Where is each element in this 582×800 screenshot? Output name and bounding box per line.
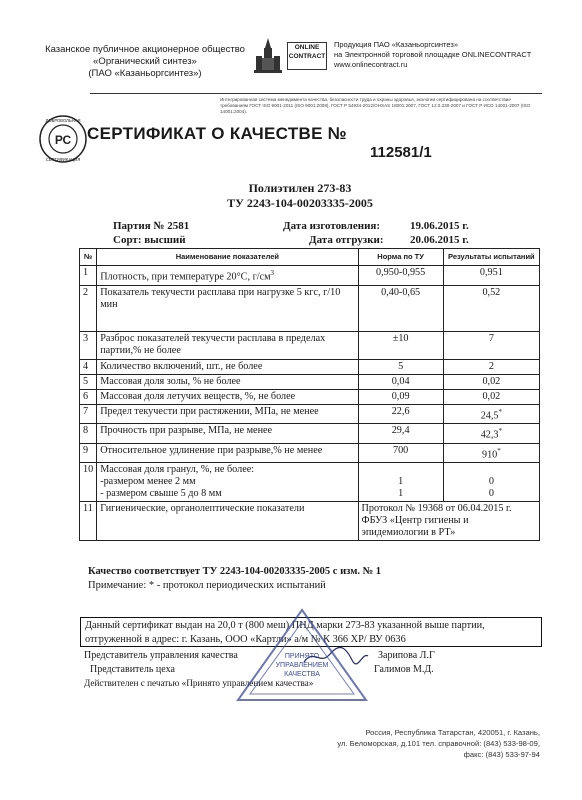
row-num: 4: [80, 360, 97, 375]
row-num: 8: [80, 424, 97, 443]
header-num: №: [80, 249, 97, 266]
ship-date-value: 20.06.2015 г.: [410, 234, 469, 246]
row-name-line-3: - размером свыше 5 до 8 мм: [100, 488, 222, 500]
table-row: [80, 332, 540, 360]
row-result: 0,02: [443, 390, 539, 405]
row-name: Массовая доля летучих веществ, %, не более: [97, 390, 358, 405]
table-row: [80, 443, 540, 462]
row-norm: 700: [358, 443, 443, 462]
grade-label: Сорт: высший: [113, 234, 186, 246]
row-name: Массовая доля золы, % не более: [97, 375, 358, 390]
company-address: [300, 727, 540, 760]
party-label: Партия № 2581: [113, 220, 190, 232]
row-norm: ±10: [358, 332, 443, 360]
row-name: Предел текучести при растяжении, МПа, не менее: [97, 405, 358, 424]
header-result: Результаты испытаний: [443, 249, 539, 266]
product-name: Полиэтилен 273-83: [248, 181, 352, 195]
iso-fineprint: Интегрированная система менеджмента качества, безопасности труда и охраны здоровья, экологии сертифицирована на соответствие требованиям ГОСТ ISO 9001-2011 (ISO 9001:2008), ГОСТ Р 54934-2012/OHSAS 18001:2007, ГОСТ 12.0.230-2007 и ГОСТ Р ИСО 14001-2007 (ISO 14001:2004).: [220, 97, 531, 114]
address-line-1: Россия, Республика Татарстан, 420051, г. Казань,: [365, 728, 540, 737]
table-row: [80, 390, 540, 405]
row-result: [443, 463, 539, 502]
header-divider: [90, 93, 542, 94]
row-result-star: *: [498, 408, 503, 416]
row-norm: 29,4: [358, 424, 443, 443]
header-norm: Норма по ТУ: [358, 249, 443, 266]
stamp-text-1: ПРИНЯТО: [284, 653, 320, 660]
row-name-line-2: -размером менее 2 мм: [100, 476, 196, 488]
row-num: 5: [80, 375, 97, 390]
product-block: [200, 181, 400, 211]
row-num: 3: [80, 332, 97, 360]
row-result: 0,951: [443, 266, 539, 286]
voluntary-certification-logo-icon: [38, 114, 88, 164]
row-result-value: 42,3: [480, 429, 499, 441]
shop-rep-name: Галимов М.Д.: [374, 664, 434, 675]
row-protocol: Протокол № 19368 от 06.04.2015 г. ФБУЗ «Центр гигиены и эпидемиологии в РТ»: [358, 502, 539, 541]
row-name: Прочность при разрыве, МПа, не менее: [97, 424, 358, 443]
row-num: 11: [80, 502, 97, 541]
product-spec: ТУ 2243-104-00203335-2005: [227, 196, 373, 210]
row-name-text: Плотность, при температуре 20°С, г/см: [100, 271, 271, 283]
quality-stamp-icon: [232, 606, 372, 706]
table-row: [80, 502, 540, 541]
row-num: 2: [80, 286, 97, 332]
company-line-2: «Органический синтез»: [93, 56, 197, 67]
table-row: [80, 424, 540, 443]
row-norm: 5: [358, 360, 443, 375]
row-name: Относительное удлинение при разрыве,% не менее: [97, 443, 358, 462]
row-result: 0,02: [443, 375, 539, 390]
row-result-value: 910: [481, 449, 498, 461]
row-name: Гигиенические, органолептические показатели: [97, 502, 358, 541]
company-header: [40, 44, 250, 80]
row-norm: [358, 463, 443, 502]
address-line-3: факс: (843) 533-97-94: [463, 750, 540, 759]
header-name: Наименование показателей: [97, 249, 358, 266]
quality-rep-label: Представитель управления качества: [84, 650, 238, 661]
logo-bottom-text: СЕРТИФИКАЦИЯ: [45, 157, 81, 162]
row-norm-1: 1: [398, 476, 404, 488]
row-result-value: 24,5: [480, 410, 499, 422]
row-num: 7: [80, 405, 97, 424]
online-logo-line-2: CONTRACT: [288, 53, 326, 60]
row-norm: 0,09: [358, 390, 443, 405]
row-norm: 0,40-0,65: [358, 286, 443, 332]
shop-rep-label: Представитель цеха: [90, 664, 175, 675]
row-norm: 0,04: [358, 375, 443, 390]
row-name-sup: 3: [270, 269, 275, 277]
row-norm: 0,950-0,955: [358, 266, 443, 286]
issued-notice: Данный сертификат выдан на 20,0 т (800 меш) ПНД марки 273-83 указанной выше партии, отгруженной в адрес: г. Казань, ООО «Картли» а/м № К 366 ХР/ ВУ 0636: [80, 617, 542, 647]
row-num: 9: [80, 443, 97, 462]
certificate-number: 112581/1: [370, 144, 432, 161]
row-name: [97, 463, 358, 502]
logo-mark-text: РС: [54, 133, 72, 147]
trade-line-1: Продукция ПАО «Казаньоргсинтез»: [334, 40, 458, 49]
online-logo-line-1: ONLINE: [294, 44, 320, 51]
table-row: [80, 286, 540, 332]
quality-table: [79, 248, 540, 541]
made-date-label: Дата изготовления:: [283, 220, 381, 232]
row-num: 1: [80, 266, 97, 286]
row-num: 10: [80, 463, 97, 502]
row-result-2: 0: [488, 488, 494, 500]
stamp-validity-note: Действителен с печатью «Принято управлением качества»: [84, 678, 314, 688]
made-date-value: 19.06.2015 г.: [410, 220, 469, 232]
row-result-star: *: [498, 427, 503, 436]
row-name: [97, 266, 358, 286]
row-result: 2: [443, 360, 539, 375]
row-result: [443, 443, 539, 462]
row-name-line-1: Массовая доля гранул, %, не более:: [100, 464, 255, 476]
stamp-text-2: УПРАВЛЕНИЕМ: [275, 662, 329, 669]
row-result: [443, 424, 539, 443]
row-result-1: 0: [488, 476, 494, 488]
table-row: [80, 405, 540, 424]
row-norm-2: 1: [398, 488, 404, 500]
company-line-3: (ПАО «Казаньоргсинтез»): [88, 68, 202, 79]
trade-line-3: www.onlinecontract.ru: [334, 60, 408, 69]
stamp-text-3: КАЧЕСТВА: [284, 671, 320, 678]
footnote: Примечание: * - протокол периодических испытаний: [88, 580, 326, 591]
table-row: [80, 463, 540, 502]
quality-rep-name: Зарипова Л.Г: [378, 650, 435, 661]
company-line-1: Казанское публичное акционерное общество: [45, 44, 245, 55]
table-row: [80, 360, 540, 375]
row-norm: 22,6: [358, 405, 443, 424]
table-row: [80, 375, 540, 390]
row-name: Разброс показателей текучести расплава в пределах партии,% не более: [97, 332, 358, 360]
row-num: 6: [80, 390, 97, 405]
row-result: 7: [443, 332, 539, 360]
row-result: [443, 405, 539, 424]
certificate-title: СЕРТИФИКАТ О КАЧЕСТВЕ №: [87, 124, 347, 143]
trade-platform-info: [334, 40, 554, 70]
ship-date-label: Дата отгрузки:: [309, 234, 384, 246]
table-row: [80, 266, 540, 286]
row-result-star: *: [497, 446, 501, 455]
kremlin-logo-icon: [252, 36, 284, 76]
row-result: 0,52: [443, 286, 539, 332]
row-name: Показатель текучести расплава при нагрузке 5 кгс, г/10 мин: [97, 286, 358, 332]
trade-line-2: на Электронной торговой площадке ONLINECONTRACT: [334, 50, 532, 59]
conformity-statement: Качество соответствует ТУ 2243-104-00203335-2005 с изм. № 1: [88, 566, 382, 577]
online-contract-logo: [287, 42, 327, 70]
logo-top-text: ДОБРОВОЛЬНАЯ: [45, 118, 81, 123]
address-line-2: ул. Беломорская, д.101 тел. справочной: (843) 533-98-09,: [337, 739, 540, 748]
row-name: Количество включений, шт., не более: [97, 360, 358, 375]
table-header-row: [80, 249, 540, 266]
